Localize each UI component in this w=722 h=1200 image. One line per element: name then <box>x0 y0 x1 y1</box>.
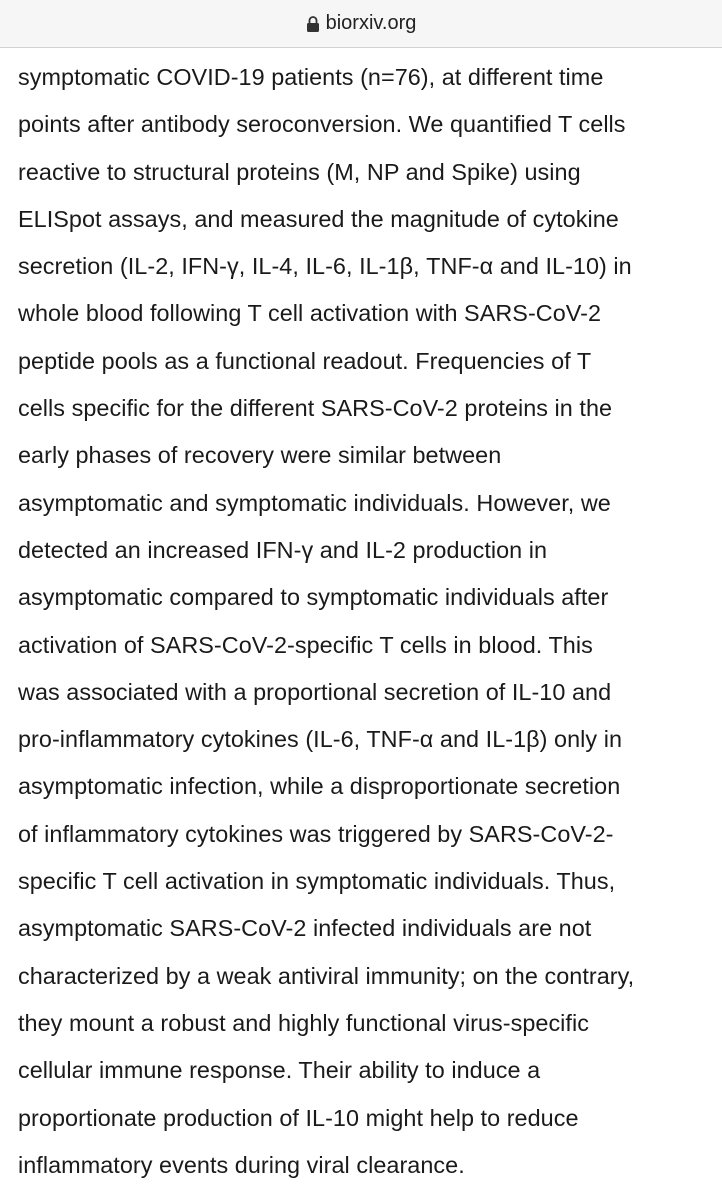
domain-text: biorxiv.org <box>325 12 417 34</box>
text-line: asymptomatic and symptomatic individuals. However, we <box>18 489 611 516</box>
url-display[interactable] <box>306 12 417 35</box>
address-bar[interactable] <box>0 0 722 48</box>
text-line: asymptomatic SARS-CoV-2 infected individuals are not <box>18 915 592 942</box>
text-line: of inflammatory cytokines was triggered by SARS-CoV-2- <box>18 820 614 847</box>
abstract-text <box>18 54 708 1189</box>
text-line: whole blood following T cell activation with SARS-CoV-2 <box>18 300 602 327</box>
text-line: asymptomatic infection, while a disproportionate secretion <box>18 773 621 800</box>
text-line: early phases of recovery were similar between <box>18 442 502 469</box>
text-line: peptide pools as a functional readout. Frequencies of T <box>18 347 592 374</box>
text-line: detected an increased IFN-γ and IL-2 production in <box>18 536 548 563</box>
text-line: they mount a robust and highly functional virus-specific <box>18 1009 589 1036</box>
text-line: was associated with a proportional secretion of IL-10 and <box>18 678 612 705</box>
text-line: pro-inflammatory cytokines (IL-6, TNF-α and IL-1β) only in <box>18 726 623 753</box>
lock-icon <box>306 15 320 33</box>
text-line: inflammatory events during viral clearance. <box>18 1151 465 1178</box>
text-line: cells specific for the different SARS-CoV-2 proteins in the <box>18 395 613 422</box>
text-line: reactive to structural proteins (M, NP and Spike) using <box>18 158 581 185</box>
text-line: specific T cell activation in symptomatic individuals. Thus, <box>18 868 616 895</box>
text-line: asymptomatic compared to symptomatic individuals after <box>18 584 609 611</box>
text-line: points after antibody seroconversion. We quantified T cells <box>18 111 626 138</box>
text-line: ELISpot assays, and measured the magnitude of cytokine <box>18 205 619 232</box>
text-line: proportionate production of IL-10 might help to reduce <box>18 1104 579 1131</box>
text-line: symptomatic COVID-19 patients (n=76), at different time <box>18 64 604 90</box>
text-line: characterized by a weak antiviral immunity; on the contrary, <box>18 962 635 989</box>
text-line: activation of SARS-CoV-2-specific T cells in blood. This <box>18 631 593 658</box>
text-line: secretion (IL-2, IFN-γ, IL-4, IL-6, IL-1β, TNF-α and IL-10) in <box>18 253 632 280</box>
text-line: cellular immune response. Their ability to induce a <box>18 1057 541 1084</box>
